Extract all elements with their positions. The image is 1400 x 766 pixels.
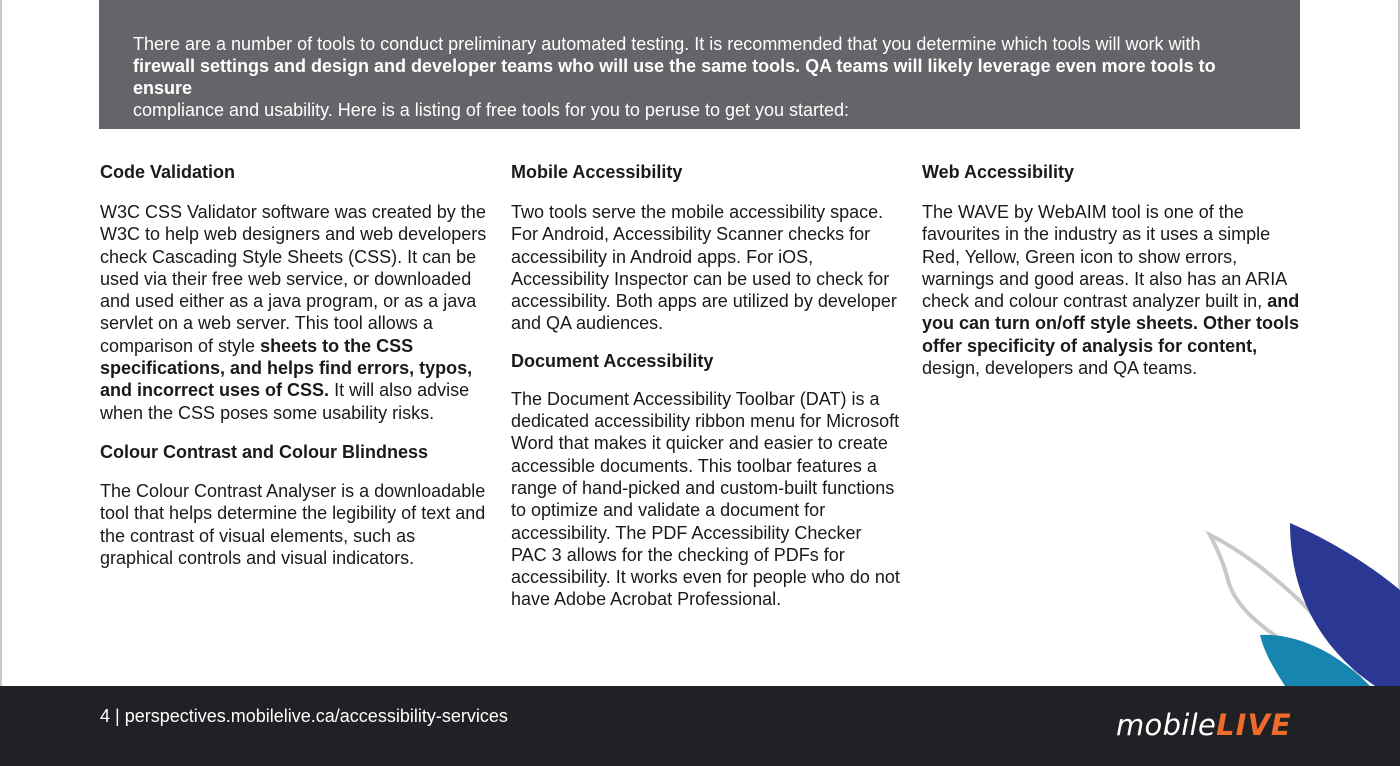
intro-banner	[99, 0, 1300, 129]
document-accessibility-heading: Document Accessibility	[511, 350, 714, 371]
intro-line-1: There are a number of tools to conduct preliminary automated testing. It is recommended that you determine which tools will work with	[133, 34, 1201, 54]
intro-line-2: firewall settings and design and developer teams who will use the same tools. QA teams will likely leverage even more tools to ensure	[133, 56, 1216, 98]
column-3	[922, 160, 1312, 379]
web-accessibility-heading: Web Accessibility	[922, 162, 1075, 182]
web-accessibility-body: The WAVE by WebAIM tool is one of the favourites in the industry as it uses a simple Red, Yellow, Green icon to show errors, warnings and good areas. It also has an ARIA check and colour contrast analyzer built in, and you can turn on/off style sheets. Other tools offer specificity of analysis for content, design, developers and QA teams.	[922, 202, 1300, 379]
mobile-accessibility-body: Two tools serve the mobile accessibility space. For Android, Accessibility Scanner checks for accessibility in Android apps. For iOS, Accessibility Inspector can be used to check for accessibility. Both apps are utilized by developer and QA audiences.	[511, 202, 897, 334]
colour-contrast-body: The Colour Contrast Analyser is a downloadable tool that helps determine the legibility of text and the contrast of visual elements, such as graphical controls and visual indicators.	[100, 480, 486, 568]
footer-page-info	[100, 705, 508, 727]
mobile-accessibility-heading: Mobile Accessibility	[511, 162, 683, 182]
footer-separator: |	[115, 706, 120, 726]
column-2	[511, 160, 901, 611]
code-validation-heading: Code Validation	[100, 162, 236, 182]
intro-line-3: compliance and usability. Here is a listing of free tools for you to peruse to get you started:	[133, 100, 850, 120]
colour-contrast-heading: Colour Contrast and Colour Blindness	[100, 441, 429, 462]
page-border-left	[0, 0, 2, 686]
document-accessibility-body: The Document Accessibility Toolbar (DAT) is a dedicated accessibility ribbon menu for Microsoft Word that makes it quicker and easier to create accessible documents. This toolbar features a range of hand-picked and custom-built functions to optimize and validate a document for accessibility. The PDF Accessibility Checker PAC 3 allows for the checking of PDFs for accessibility. It works even for people who do not have Adobe Acrobat Professional.	[511, 388, 900, 610]
page-number: 4	[100, 706, 111, 726]
footer-bar	[0, 686, 1400, 766]
code-validation-body: W3C CSS Validator software was created by the W3C to help web designers and web developers check Cascading Style Sheets (CSS). It can be used via their free web service, or downloaded and used either as a java program, or as a java servlet on a web server. This tool allows a comparison of style sheets to the CSS specifications, and helps find errors, typos, and incorrect uses of CSS. It will also advise when the CSS poses some usability risks.	[100, 202, 487, 423]
decorative-swoosh-graphic	[1190, 515, 1400, 686]
mobilelive-logo: mobileLIVE	[1116, 708, 1292, 742]
column-1	[100, 160, 490, 569]
footer-url-link[interactable]: perspectives.mobilelive.ca/accessibility-services	[124, 706, 508, 726]
